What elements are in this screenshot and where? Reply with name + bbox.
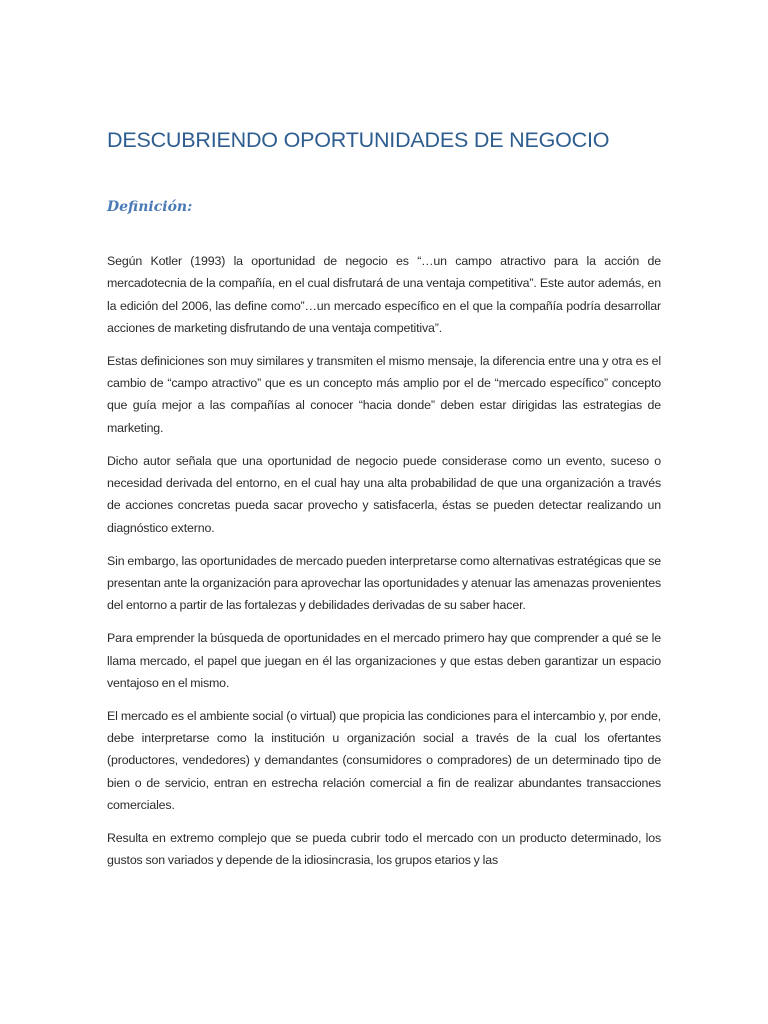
paragraph-2: Estas definiciones son muy similares y transmiten el mismo mensaje, la diferencia entre una y otra es el cambio de “campo atractivo” que es un concepto más amplio por el de “mercado específico” concepto que guía mejor a las compañías al conocer “hacia donde” deben estar dirigidas las estrategias de marketing. bbox=[107, 353, 661, 435]
paragraph-1: Según Kotler (1993) la oportunidad de negocio es “…un campo atractivo para la acción de mercadotecnia de la compañía, en el cual disfrutará de una ventaja competitiva”. Este autor además, en la edición del 2006, las define como”…un mercado específico en el que la compañía podría desarrollar acciones de marketing disfrutando de una ventaja competitiva”. bbox=[107, 254, 661, 335]
document-body bbox=[107, 250, 661, 872]
section-heading: Definición: bbox=[107, 199, 193, 215]
paragraph-3: Dicho autor señala que una oportunidad de negocio puede considerase como un evento, suceso o necesidad derivada del entorno, en el cual hay una alta probabilidad de que una organización a través de acciones concretas pueda sacar provecho y satisfacerla, éstas se pueden detectar realizando un diagnóstico externo. bbox=[107, 453, 661, 535]
document-title: DESCUBRIENDO OPORTUNIDADES DE NEGOCIO bbox=[107, 128, 610, 152]
document-content bbox=[107, 122, 661, 872]
paragraph-5: Para emprender la búsqueda de oportunidades en el mercado primero hay que comprender a qué se le llama mercado, el papel que juegan en él las organizaciones y que estas deben garantizar un espacio ventajoso en el mismo. bbox=[107, 631, 661, 690]
paragraph-7: Resulta en extremo complejo que se pueda cubrir todo el mercado con un producto determinado, los gustos son variados y depende de la idiosincrasia, los grupos etarios y las bbox=[107, 830, 661, 868]
paragraph-6: El mercado es el ambiente social (o virtual) que propicia las condiciones para el intercambio y, por ende, debe interpretarse como la institución u organización social a través de la cual los ofertantes (productores, vendedores) y demandantes (consumidores o compradores) de un determinado tipo de bien o de servicio, entran en estrecha relación comercial a fin de realizar abundantes transacciones comerciales. bbox=[107, 708, 661, 812]
paragraph-4: Sin embargo, las oportunidades de mercado pueden interpretarse como alternativas estratégicas que se presentan ante la organización para aprovechar las oportunidades y atenuar las amenazas provenientes del entorno a partir de las fortalezas y debilidades derivadas de su saber hacer. bbox=[107, 553, 661, 613]
